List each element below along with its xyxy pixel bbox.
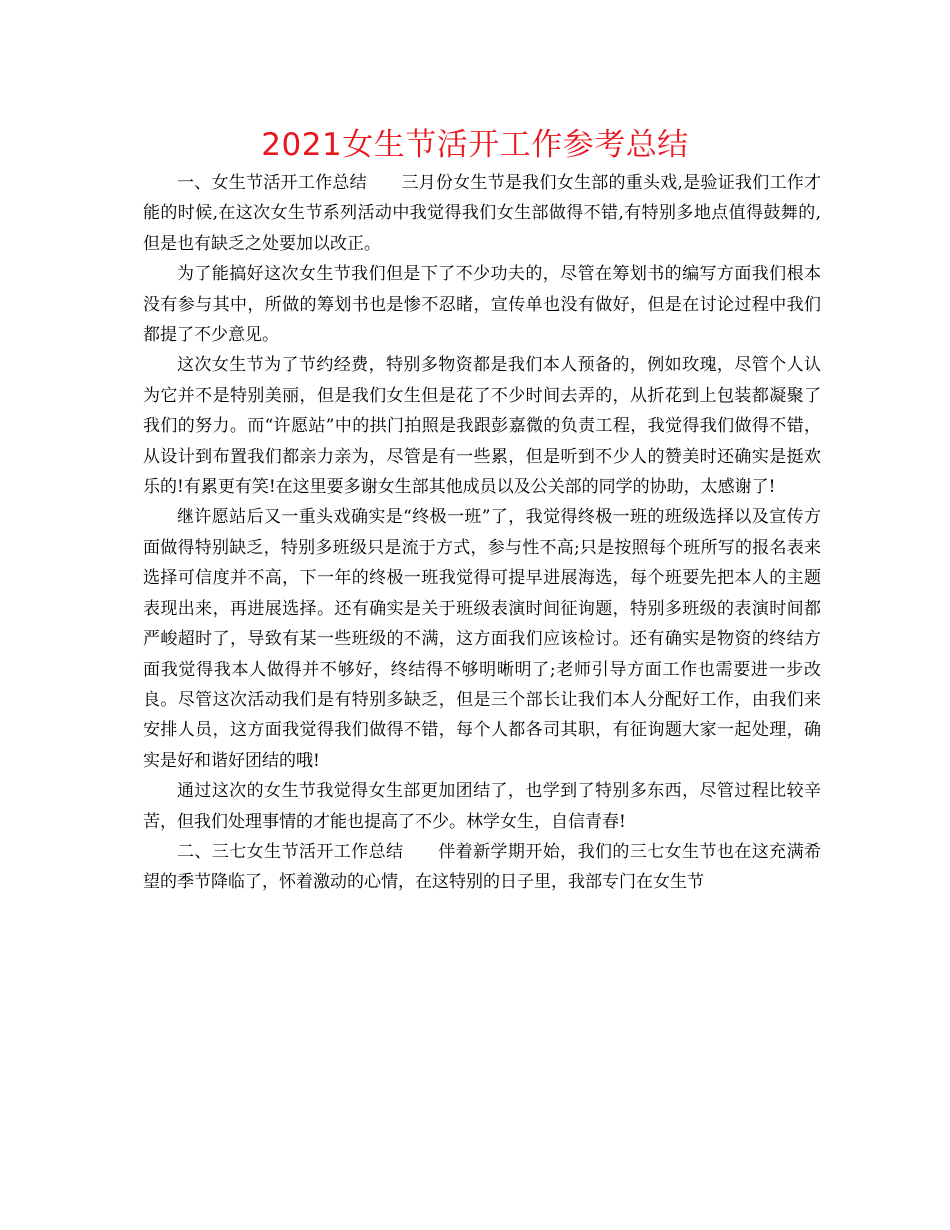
document-title: 2021女生节活开工作参考总结 bbox=[261, 127, 689, 163]
paragraph-section-two-intro: 二、三七女生节活开工作总结 伴着新学期开始，我们的三七女生节也在这充满希望的季节降临了，怀着激动的心情，在这特别的日子里，我部专门在女生节 bbox=[143, 841, 821, 893]
paragraph-materials: 这次女生节为了节约经费，特别多物资都是我们本人预备的，例如玫瑰，尽管个人认为它并不是特别美丽，但是我们女生但是花了不少时间去弄的，从折花到上包装都凝聚了我们的努力。而“许愿站”中的拱门拍照是我跟彭嘉微的负责工程，我觉得我们做得不错，从设计到布置我们都亲力亲为，尽管是有一些累，但是听到不少人的赞美时还确实是挺欢乐的!有累更有笑!在这里要多谢女生部其他成员以及公关部的同学的协助，太感谢了! bbox=[143, 355, 821, 498]
paragraph-conclusion: 通过这次的女生节我觉得女生部更加团结了，也学到了特别多东西，尽管过程比较辛苦，但我们处理事情的才能也提高了不少。林学女生，自信青春! bbox=[143, 781, 821, 832]
document-body bbox=[143, 168, 821, 898]
paragraph-ultimate-class: 继许愿站后又一重头戏确实是“终极一班”了，我觉得终极一班的班级选择以及宣传方面做得特别缺乏，特别多班级只是流于方式，参与性不高;只是按照每个班所写的报名表来选择可信度并不高，下一年的终极一班我觉得可提早进展海选，每个班要先把本人的主题表现出来，再进展选择。还有确实是关于班级表演时间征询题，特别多班级的表演时间都严峻超时了，导致有某一些班级的不满，这方面我们应该检讨。还有确实是物资的终结方面我觉得我本人做得并不够好，终结得不够明晰明了;老师引导方面工作也需要进一步改良。尽管这次活动我们是有特别多缺乏，但是三个部长让我们本人分配好工作，由我们来安排人员，这方面我觉得我们做得不错，每个人都各司其职，有征询题大家一起处理，确实是好和谐好团结的哦! bbox=[143, 507, 821, 771]
paragraph-planning: 为了能搞好这次女生节我们但是下了不少功夫的，尽管在筹划书的编写方面我们根本没有参与其中，所做的筹划书也是惨不忍睹，宣传单也没有做好，但是在讨论过程中我们都提了不少意见。 bbox=[143, 264, 821, 346]
paragraph-section-one-intro: 一、女生节活开工作总结 三月份女生节是我们女生部的重头戏,是验证我们工作才能的时候,在这次女生节系列活动中我觉得我们女生部做得不错,有特别多地点值得鼓舞的,但是也有缺乏之处要加以改正。 bbox=[143, 173, 821, 254]
